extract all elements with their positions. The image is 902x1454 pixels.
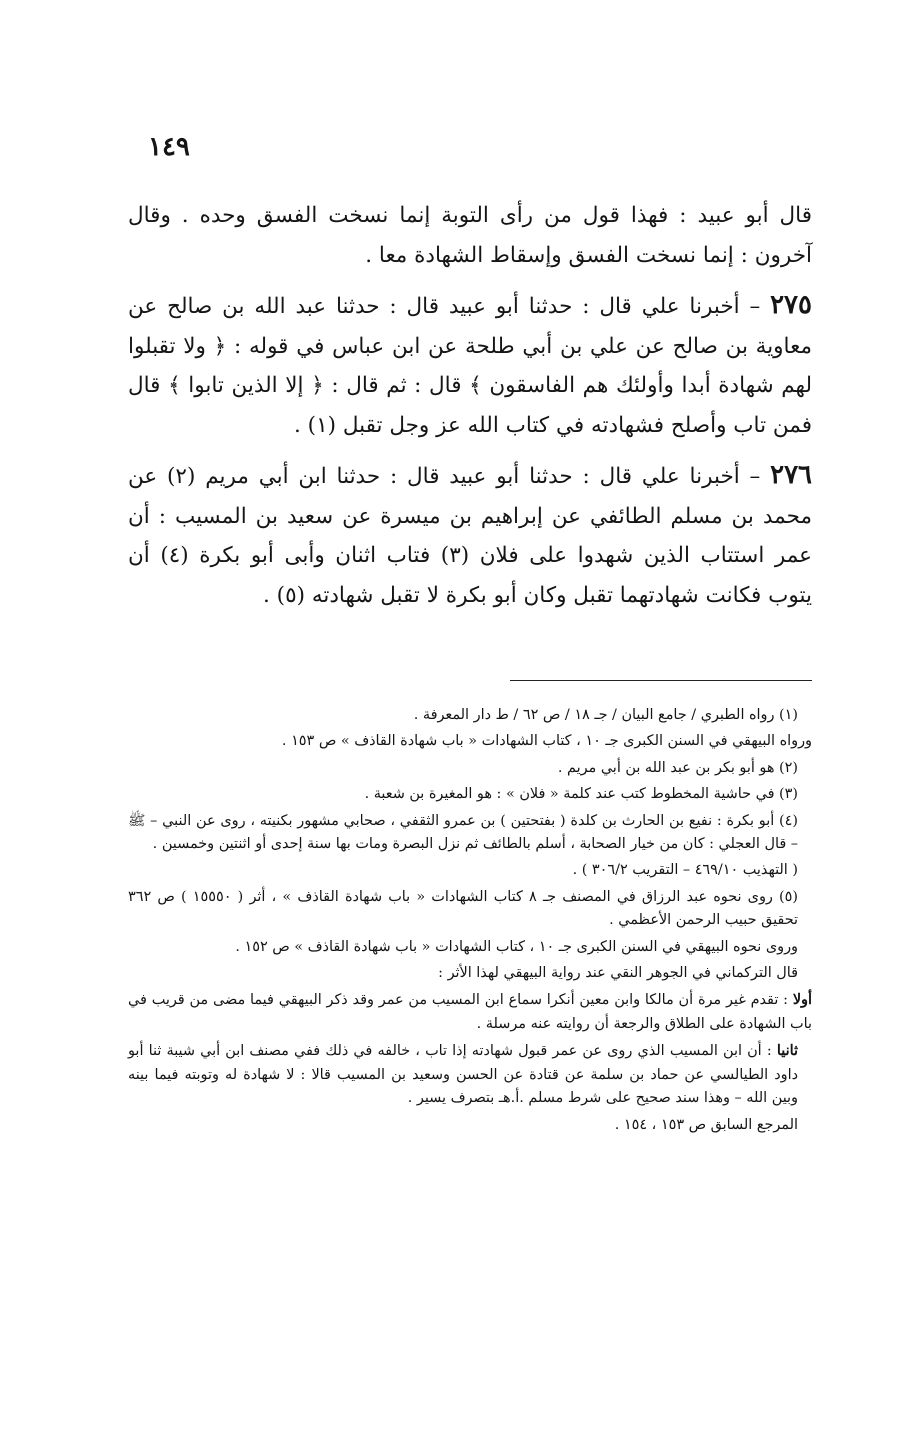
footnotes [128,704,812,1140]
point-text: : أن ابن المسيب الذي روى عن عمر قبول شهادته إذا تاب ، خالفه في ذلك ففي مصنف ابن أبي شيبة ثنا أبو داود الطيالسي عن حماد بن سلمة عن قتادة عن الحسن وسعيد بن المسيب قالا : لا شهادة له وتوبته فيما بينه وبين الله – وهذا سند صحيح على شرط مسلم .أ.هـ بتصرف يسير . [128,1043,798,1107]
footnote-1-continued: ورواه البيهقي في السنن الكبرى جـ ١٠ ، كتاب الشهادات « باب شهادة القاذف » ص ١٥٣ . [281,733,812,750]
footnote-5-continued: وروى نحوه البيهقي في السنن الكبرى جـ ١٠ ، كتاب الشهادات « باب شهادة القاذف » ص ١٥٢ . [235,938,798,955]
point-label: ثانيا [776,1042,798,1060]
entry-275 [128,286,812,445]
entry-text: – أخبرنا علي قال : حدثنا أبو عبيد قال : حدثنا عبد الله بن صالح عن معاوية بن صالح عن علي بن أبي طلحة عن ابن عباس في قوله : ﴿ ولا تقبلوا لهم شهادة أبدا وأولئك هم الفاسقون ﴾ قال : ثم قال : ﴿ إلا الذين تابوا ﴾ قال فمن تاب وأصلح فشهادته في كتاب الله عز وجل تقبل (١) . [128,294,812,438]
footnote-5-quote-intro: قال التركماني في الجوهر النقي عند رواية البيهقي لهذا الأثر : [438,965,798,982]
footnote-separator [510,680,812,681]
page-number: ١٤٩ [148,132,190,162]
entry-276 [128,456,812,615]
footnote-1: (١) رواه الطبري / جامع البيان / جـ ١٨ / ص ٦٢ / ط دار المعرفة . [413,707,798,723]
footnote-5-second-point [128,1039,812,1110]
point-label: أولا [792,991,812,1009]
main-text [128,196,812,626]
footnote-5: (٥) روى نحوه عبد الرزاق في المصنف جـ ٨ كتاب الشهادات « باب شهادة القاذف » ، أثر ( ١٥٥٥٠ ) ص ٣٦٢ تحقيق حبيب الرحمن الأعظمي . [128,888,799,929]
intro-paragraph: قال أبو عبيد : فهذا قول من رأى التوبة إنما نسخت الفسق وحده . وقال آخرون : إنما نسخت الفسق وإسقاط الشهادة معا . [128,203,812,268]
footnote-4-reference: ( التهذيب ٤٦٩/١٠ – التقريب ٣٠٦/٢ ) . [572,862,798,879]
entry-text: – أخبرنا علي قال : حدثنا أبو عبيد قال : حدثنا ابن أبي مريم (٢) عن محمد بن مسلم الطائفي عن إبراهيم بن ميسرة عن سعيد بن المسيب : أن عمر استتاب الذين شهدوا على فلان (٣) فتاب اثنان وأبى أبو بكرة (٤) أن يتوب فكانت شهادتهما تقبل وكان أبو بكرة لا تقبل شهادته (٥) . [128,464,812,608]
footnote-2: (٢) هو أبو بكر بن عبد الله بن أبي مريم . [557,759,798,776]
footnote-5-source: المرجع السابق ص ١٥٣ ، ١٥٤ . [614,1116,798,1133]
entry-number: ٢٧٦ [770,460,813,490]
footnote-4: (٤) أبو بكرة : نفيع بن الحارث بن كلدة ( بفتحتين ) بن عمرو الثقفي ، صحابي مشهور بكنيته ، روى عن النبي – ﷺ – قال العجلي : كان من خيار الصحابة ، أسلم بالطائف ثم نزل البصرة ومات بها سنة إحدى أو اثنتين وخمسين . [128,812,798,853]
entry-number: ٢٧٥ [770,290,812,320]
point-text: : تقدم غير مرة أن مالكا وابن معين أنكرا سماع ابن المسيب من عمر وقد ذكر البيهقي فيما مضى من قريب في باب الشهادة على الطلاق والرجعة أن روايته عنه مرسلة . [128,992,812,1032]
footnote-5-first-point [128,988,812,1036]
footnote-3: (٣) في حاشية المخطوط كتب عند كلمة « فلان » : هو المغيرة بن شعبة . [364,786,798,803]
